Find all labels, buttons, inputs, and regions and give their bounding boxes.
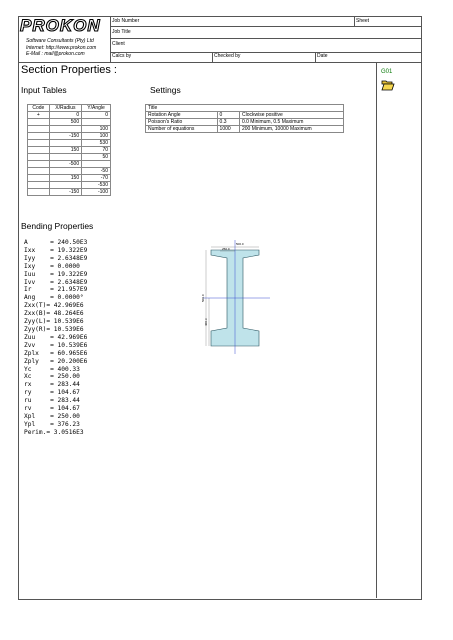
settings-row (146, 126, 344, 133)
table-row (28, 161, 111, 168)
settings-value[interactable]: 0 (217, 112, 239, 119)
bending-property-line: Ixx = 19.322E9 (24, 246, 88, 254)
table-cell[interactable]: -150 (49, 133, 81, 140)
table-cell[interactable] (28, 147, 50, 154)
table-cell[interactable] (28, 168, 50, 175)
bending-property-line: Xc = 250.00 (24, 373, 80, 381)
bending-property-line: Zplx = 60.965E6 (24, 349, 88, 357)
bending-property-line: Zyy(L)= 10.539E6 (24, 318, 84, 326)
company-web: Internet: http://www.prokon.com (26, 44, 97, 51)
header-rule (18, 62, 421, 63)
column-header: X/Radius (49, 105, 81, 112)
header-rule (110, 26, 421, 27)
input-tables-heading: Input Tables (21, 85, 67, 95)
settings-cell: 200 Minimum, 10000 Maximum (239, 126, 343, 133)
settings-value[interactable]: 0.3 (217, 119, 239, 126)
table-cell[interactable] (28, 126, 50, 133)
table-cell[interactable]: -500 (49, 161, 81, 168)
table-cell[interactable]: 500 (49, 119, 81, 126)
settings-heading: Settings (150, 85, 181, 95)
header-divider (354, 16, 355, 26)
table-cell[interactable]: -50 (82, 168, 111, 175)
settings-value[interactable]: 1000 (217, 126, 239, 133)
settings-title-row (146, 105, 344, 112)
dim-label-top: 500.0 (236, 242, 244, 246)
settings-row (146, 112, 344, 119)
table-cell[interactable]: 70 (82, 147, 111, 154)
settings-cell: 0.0 Minimum, 0.5 Maximum (239, 119, 343, 126)
bending-property-line: ry = 104.67 (24, 389, 80, 397)
table-cell[interactable] (28, 161, 50, 168)
bending-properties-list (24, 239, 87, 437)
header-divider (212, 52, 213, 62)
table-cell[interactable] (49, 140, 81, 147)
table-cell[interactable] (28, 175, 50, 182)
table-cell[interactable]: -100 (82, 189, 111, 196)
bending-property-line: Zuu = 42.969E6 (24, 333, 88, 341)
dim-label-left: 500.0 (201, 294, 205, 302)
job-title-label: Job Title (112, 29, 131, 35)
open-folder-icon[interactable] (381, 78, 395, 96)
table-cell[interactable] (28, 182, 50, 189)
table-cell[interactable] (28, 119, 50, 126)
table-header-row (28, 105, 111, 112)
bending-property-line: Zply = 20.200E6 (24, 357, 88, 365)
calcs-by-label: Calcs by (112, 53, 132, 59)
table-cell[interactable] (49, 154, 81, 161)
table-cell[interactable]: 50 (82, 154, 111, 161)
table-cell[interactable] (82, 119, 111, 126)
table-cell[interactable]: 150 (49, 147, 81, 154)
job-number-label: Job Number (112, 18, 140, 24)
client-label: Client (112, 41, 125, 47)
table-cell[interactable]: -150 (49, 189, 81, 196)
company-email: E-Mail : mail@prokon.com (26, 51, 85, 57)
table-row (28, 182, 111, 189)
bending-property-line: Ang = 0.0000° (24, 294, 84, 302)
table-cell[interactable]: + (28, 112, 50, 119)
settings-table (145, 104, 344, 133)
company-info (26, 38, 96, 58)
table-cell[interactable] (28, 189, 50, 196)
dim-label-top2: 250.0 (222, 247, 230, 251)
bending-property-line: Zxx(T)= 42.969E6 (24, 302, 84, 310)
checked-by-label: Checked by (214, 53, 241, 59)
bending-property-line: rv = 104.67 (24, 405, 80, 413)
table-row (28, 175, 111, 182)
table-cell[interactable] (49, 182, 81, 189)
table-cell[interactable]: 0 (49, 112, 81, 119)
bending-property-line: Ivv = 2.6348E9 (24, 278, 88, 286)
date-label: Date (317, 53, 328, 59)
bending-property-line: Ixy = 0.0000 (24, 262, 80, 270)
input-table (27, 104, 111, 196)
bending-property-line: Xpl = 250.00 (24, 412, 80, 420)
bending-property-line: Zxx(B)= 48.264E6 (24, 310, 84, 318)
table-cell[interactable]: -70 (82, 175, 111, 182)
table-cell[interactable]: -530 (82, 182, 111, 189)
bending-property-line: Iyy = 2.6348E9 (24, 254, 88, 262)
side-column-divider (376, 62, 377, 598)
table-row (28, 112, 111, 119)
bending-heading: Bending Properties (21, 221, 94, 231)
table-cell[interactable]: 530 (82, 140, 111, 147)
table-row (28, 133, 111, 140)
bending-property-line: rx = 283.44 (24, 381, 80, 389)
sheet-label: Sheet (356, 18, 370, 24)
table-cell[interactable] (82, 161, 111, 168)
page-title: Section Properties : (21, 64, 117, 76)
table-cell[interactable] (49, 126, 81, 133)
bending-property-line: Ypl = 376.23 (24, 420, 80, 428)
table-cell[interactable]: 100 (82, 133, 111, 140)
table-cell[interactable]: 100 (82, 126, 111, 133)
table-cell[interactable] (49, 168, 81, 175)
table-row (28, 126, 111, 133)
table-cell[interactable] (28, 133, 50, 140)
table-row (28, 140, 111, 147)
company-name: Software Consultants (Pty) Ltd (26, 38, 94, 44)
table-cell[interactable] (28, 140, 50, 147)
settings-cell: Rotation Angle (146, 112, 218, 119)
column-header: Y/Angle (82, 105, 111, 112)
table-row (28, 119, 111, 126)
section-diagram (196, 236, 276, 356)
table-row (28, 147, 111, 154)
prokon-logo: PROKON (20, 16, 101, 35)
column-header: Code (28, 105, 50, 112)
tag-g01: G01 (381, 69, 393, 75)
bending-property-line: A = 240.50E3 (24, 239, 88, 246)
settings-cell: Number of equations (146, 126, 218, 133)
table-row (28, 189, 111, 196)
settings-cell: Poisson's Ratio (146, 119, 218, 126)
table-row (28, 168, 111, 175)
bending-property-line: Iuu = 19.322E9 (24, 270, 88, 278)
bending-property-line: Zyy(R)= 10.539E6 (24, 325, 84, 333)
bending-property-line: ru = 283.44 (24, 397, 80, 405)
header-rule (110, 38, 421, 39)
bending-property-line: Zvv = 10.539E6 (24, 341, 88, 349)
bending-property-line: Yc = 400.33 (24, 365, 80, 373)
table-cell[interactable] (28, 154, 50, 161)
settings-cell: Clockwise positive (239, 112, 343, 119)
table-cell[interactable]: 150 (49, 175, 81, 182)
table-row (28, 154, 111, 161)
bending-property-line: Perim.= 3.0516E3 (24, 428, 84, 436)
table-cell[interactable]: 0 (82, 112, 111, 119)
bending-property-line: Ir = 21.957E9 (24, 286, 88, 294)
header-rule (110, 52, 421, 53)
dim-label-left2: 400.3 (204, 318, 208, 326)
settings-title-label: Title (146, 105, 344, 112)
header-divider (110, 16, 111, 62)
header-divider (315, 52, 316, 62)
settings-row (146, 119, 344, 126)
